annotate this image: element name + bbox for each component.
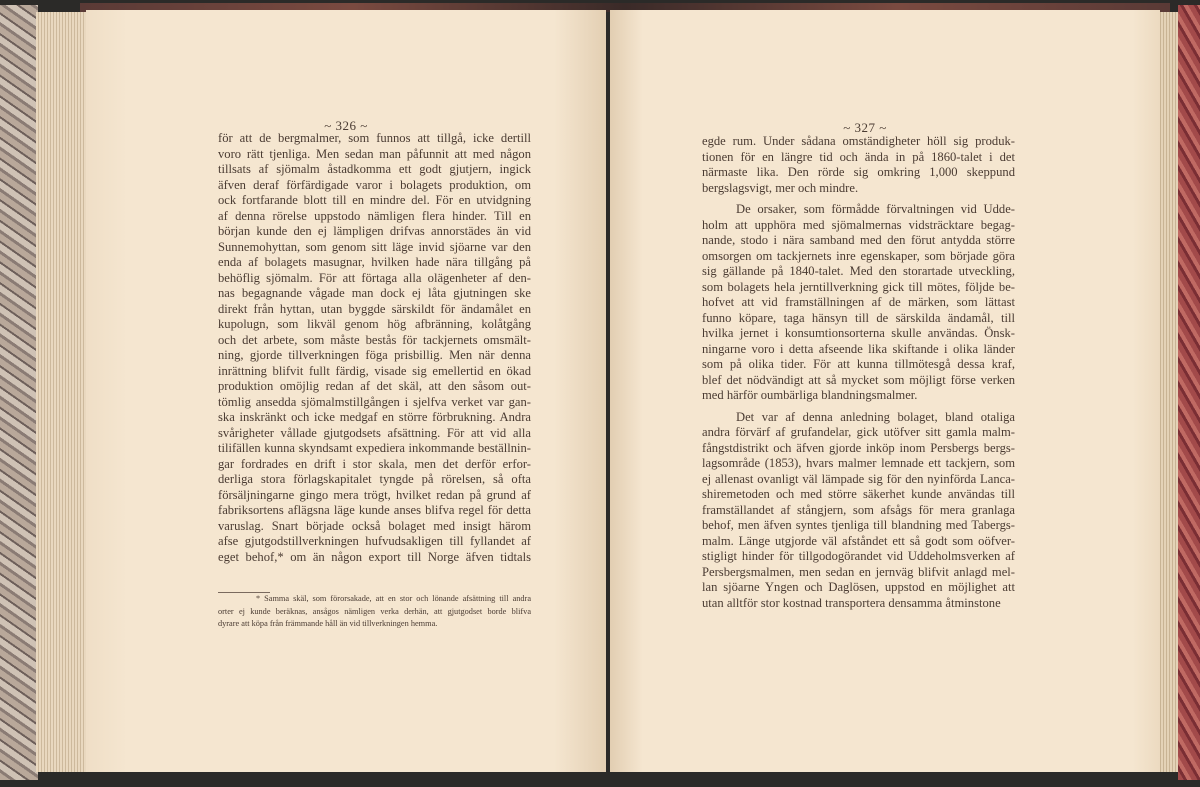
text-line: ock fortfarande blott till en mindre del. För en utvidgning bbox=[218, 193, 531, 207]
text-line: funno köpare, taga hänsyn till de särskilda ändamål, till bbox=[702, 310, 1015, 325]
text-line: lagsområde (1853), hvars malmer lemnade ett tackjern, som bbox=[702, 456, 1015, 470]
text-line: början kunde den ej lämpligen drifvas annorstädes än vid bbox=[218, 224, 531, 238]
text-line: inrättning blifvit fullt färdig, visade sig emellertid en ökad bbox=[218, 363, 531, 378]
page-number: ~ 327 ~ bbox=[843, 120, 887, 135]
book-cover-right bbox=[1178, 5, 1200, 780]
text-line: Persbergsmalmen, men sedan en jernväg blifvit anlagd mel- bbox=[702, 564, 1015, 579]
text-line: svårigheter vållade gjutgodsets afsättning. För att vid alla bbox=[218, 425, 531, 440]
text-line: försäljningarne gingo mera trögt, hvilket redan på grund af bbox=[218, 487, 531, 502]
text-line: * Samma skäl, som förorsakade, att en stor och lönande afsättning till andra bbox=[256, 594, 531, 603]
text-line: ska inskränkt och icke medgaf en större förbrukning. Andra bbox=[218, 410, 531, 424]
text-line: enda af bolagets masugnar, hvilken hade nära tillgång på bbox=[218, 255, 531, 269]
text-line: dyrare att köpa från främmande håll än vid tillverkningen hemma. bbox=[218, 619, 438, 628]
text-line: hofvet att vid framställningen af de märken, som lättast bbox=[702, 295, 1015, 309]
text-line: Det var af denna anledning bolaget, bland otaliga bbox=[736, 409, 1015, 424]
text-line: fabriksortens aflägsna läge kunde anses blifva regel för detta bbox=[218, 503, 531, 517]
page-number: ~ 326 ~ bbox=[324, 118, 368, 133]
page-edges-left bbox=[36, 12, 88, 772]
text-line: orter ej kunde beräknas, ansågos nämligen verka derhän, att gjutgodset borde blifva bbox=[218, 606, 531, 616]
text-line: hvilka jernet i konsumtionsorterna skulle användas. Önsk- bbox=[702, 326, 1015, 340]
text-line: varuslag. Snart började också bolaget med insigt härom bbox=[218, 518, 531, 533]
body-text bbox=[702, 134, 1015, 611]
text-line: behof, men äfven syntes tjenliga till blandning med Tabergs- bbox=[702, 518, 1015, 532]
text-line: och det arbete, som måste bestås för tackjernets omsmält- bbox=[218, 332, 531, 347]
text-line: gar fordrades en drift i stor skala, men det derför erfor- bbox=[218, 456, 531, 471]
text-line: omsorgen om tackjernets inre egenskaper, som började göra bbox=[702, 248, 1015, 263]
body-text bbox=[218, 131, 531, 565]
left-page bbox=[86, 10, 606, 772]
text-line: behöflig sjömalm. För att förtaga alla olägenheter af den- bbox=[218, 270, 531, 285]
text-line: nas begagnande vågade man dock ej låta gjutningen ske bbox=[218, 286, 531, 300]
text-line: egde rum. Under sådana omständigheter höll sig produk- bbox=[702, 134, 1015, 148]
text-line: lan sjöarne Yngen och Daglösen, uppstod en möjlighet att bbox=[702, 580, 1015, 594]
text-line: bergslagsvigt, mer och mindre. bbox=[702, 180, 859, 195]
text-line: utan alltför stor kostnad transportera densamma åtminstone bbox=[702, 595, 1001, 610]
text-line: voro rätt tjenliga. Men sedan man påfunnit att med någon bbox=[218, 146, 531, 161]
text-line: för att de bergmalmer, som funnos att tillgå, icke dertill bbox=[218, 131, 531, 145]
text-line: nande, stodo i nära samband med den förut antydda större bbox=[702, 233, 1015, 247]
text-line: ningarne voro i detta afseende lika skiftande i olika länder bbox=[702, 341, 1015, 356]
right-page bbox=[610, 10, 1160, 772]
text-line: sig gällande på 1840-talet. Med den storartade utveckling, bbox=[702, 264, 1015, 278]
text-line: derliga stora förlagskapitalet tyngde på rörelsen, så ofta bbox=[218, 472, 531, 486]
text-line: ej allenast ovanligt väl lämpade sig för den nyinförda Lanca- bbox=[702, 471, 1015, 486]
text-line: blef det nödvändigt att så mycket som möjligt förse verken bbox=[702, 372, 1015, 387]
text-line: malm. Länge utgjorde väl afståndet ett så godt som oöfver- bbox=[702, 533, 1015, 548]
text-line: ning, gjorde tillverkningen föga prisbillig. Men när denna bbox=[218, 348, 531, 362]
text-line: framställandet af stångjern, som afsågs för mera granlaga bbox=[702, 502, 1015, 517]
text-line: holm att upphöra med sjömalmernas vidsträcktare begag- bbox=[702, 217, 1015, 232]
text-line: stigligt hinder för tillgodogörandet vid Uddeholmsverken af bbox=[702, 549, 1015, 563]
text-line: tilifällen kunna skyndsamt expediera inkommande beställnin- bbox=[218, 441, 531, 455]
page-edges-right bbox=[1158, 12, 1180, 772]
text-line: kupolugn, som likväl genom hög afbränning, kolåtgång bbox=[218, 317, 531, 331]
text-line: afse gjutgodstillverkningen hufvudsakligen till fyllandet af bbox=[218, 534, 531, 548]
text-line: direkt från hyttan, utan byggde särskildt för ändamålet en bbox=[218, 301, 531, 316]
text-line: med härför oumbärliga blandningsmalmer. bbox=[702, 388, 918, 402]
text-line: närmaste lika. Den rörde sig omkring 1,000 skeppund bbox=[702, 165, 1015, 179]
text-line: äfven deraf förfärdigade varor i bolagets produktion, om bbox=[218, 177, 531, 192]
text-line: shiremetoden och med större säkerhet kunde användas till bbox=[702, 487, 1015, 501]
text-line: produktion omöjlig redan af det skäl, att den såsom out- bbox=[218, 379, 531, 393]
text-line: af denna rörelse uppstodo nämligen flera hinder. Till en bbox=[218, 208, 531, 223]
footnote bbox=[218, 593, 531, 631]
text-line: tömlig ansedda sjömalmstillgången i sjelfva verket var gan- bbox=[218, 394, 531, 409]
text-line: De orsaker, som förmådde förvaltningen vid Udde- bbox=[736, 202, 1015, 216]
text-line: tionen för en längre tid och ända in på 1860-talet i det bbox=[702, 149, 1015, 164]
book-cover-left bbox=[0, 5, 38, 780]
text-line: som på olika tider. För att kunna tillmötesgå dessa kraf, bbox=[702, 357, 1015, 371]
text-line: fångstdistrikt och äfven gjorde inköp inom Persbergs bergs- bbox=[702, 440, 1015, 455]
text-line: andra förvärf af grufandelar, gick utöfver sitt gamla malm- bbox=[702, 425, 1015, 439]
text-line: som bolagets hela jerntillverkning gick till mötes, följde be- bbox=[702, 279, 1015, 294]
text-line: tillsats af sjömalm åstadkomma ett godt gjutjern, ingick bbox=[218, 162, 531, 176]
text-line: eget behof,* om än någon export till Norge äfven tidtals bbox=[218, 549, 531, 564]
text-line: Sunnemohyttan, som genom sitt läge invid sjöarne var den bbox=[218, 239, 531, 254]
